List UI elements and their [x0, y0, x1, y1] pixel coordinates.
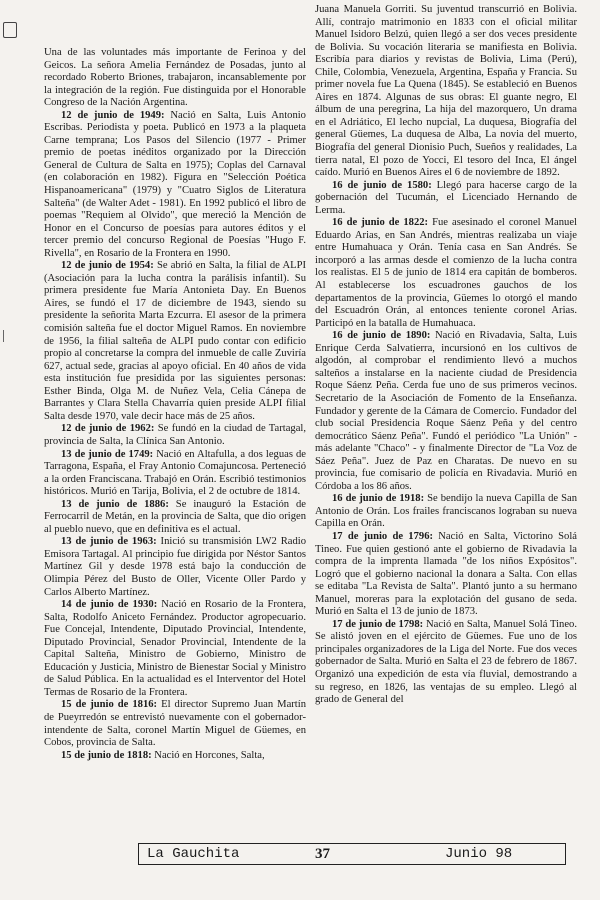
footer-page-number: 37 — [315, 846, 330, 862]
entry-text: Una de las voluntades más importante de Ferinoa y del Geicos. La señora Amelia Fernández de Posadas, junto al recordado Roberto Briones, trabajaron, incansablemente por la integración de la región. Fue distinguida por el Honorable Congreso de la Nación Argentina. — [44, 47, 306, 109]
entry-text: El director Supremo Juan Martín de Pueyrredón se entrevistó nuevamente con el gobernador-intendente de Salta, coronel Martín Miguel de Güemes, en Cobos, provincia de Salta. — [44, 699, 306, 749]
entry-text: Nació en Salta, Victorino Solá Tineo. Fue quien gestionó ante el gobierno de Rivadavia la compra de la imprenta llamada "de los niños Expósitos". Logró que el gobierno nacional la donara a Salta. Con ellas se editaba "La Revista de Salta". Plantó junto a su hermano Manuel, moreras para la explotación del gusano de seda. Murió en Salta el 13 de junio de 1873. — [315, 530, 577, 618]
almanac-entry — [44, 449, 306, 499]
entry-text: Nació en Rosario de la Frontera, Salta, Rodolfo Aniceto Fernández. Productor agropecuario. Fue Concejal, Intendente, Diputado Provincial, Intendente, Diputado Provincial, Senador Provincial, Intendente de la Capital Salteña, Ministro de Gobierno, Ministro de Educación y Justicia, Ministro de Bienestar Social y Ministro de Salud Pública. En la actualidad es el Interventor del Hotel Termas de Rosario de la Frontera. — [44, 599, 306, 698]
right-column — [315, 4, 577, 707]
almanac-entry — [315, 180, 577, 218]
entry-date: 12 de junio de 1954: — [61, 260, 154, 272]
entry-text: Juana Manuela Gorriti. Su juventud transcurrió en Bolivia. Allí, contrajo matrimonio en 1833 con el oficial militar Manuel Isidoro Belzú, quien llegó a ser dos veces presidente de Bolivia. Su vocación literaria se manifiesta en Bolivia. Escribía para diarios y revistas de Bolivia, Lima (Perú), Chile, Colombia, Venezuela, Argentina, España y Francia. Su primer novela fue La Quena (1845). Se estableció en Buenos Aires en 1874. Algunas de sus obras: El guante negro, El álbum de una peregrina, La hija del mazorquero, Un drama en el Adriático, El lecho nupcial, La duquesa, Biografía del general Güemes, La duquesa de Alba, La novia del muerto, Biografía del general Dionisio Puch, Sueños y realidades, La tierra natal, El pozo de Yocci, El tesoro del Inca, El ángel caído. Murió en Buenos Aires el 6 de noviembre de 1892. — [315, 4, 577, 179]
entry-text: Se bendijo la nueva Capilla de San Antonio de Orán. Los frailes franciscanos lograban su nueva Capilla en Orán. — [315, 493, 577, 530]
page-footer — [138, 843, 566, 865]
almanac-entry — [44, 499, 306, 537]
entry-date: 12 de junio de 1962: — [61, 423, 155, 435]
entry-date: 12 de junio de 1949: — [61, 109, 165, 121]
entry-date: 17 de junio de 1796: — [332, 530, 434, 542]
almanac-entry — [44, 599, 306, 699]
almanac-entry — [315, 4, 577, 180]
almanac-entry — [315, 217, 577, 330]
entry-text: Nació en Salta, Manuel Solá Tineo. Se alistó joven en el ejército de Güemes. Fue uno de los principales organizadores de la Liga del Norte. Fue dos veces gobernador de Salta. Murió en Salta el 23 de febrero de 1867. Organizó una expedición de esta vía fluvial, demostrando a su regreso, en 1826, las ventajas de su empleo. Llegó al grado de General del — [315, 618, 577, 706]
entry-text: Se inauguró la Estación de Ferrocarril de Metán, en la provincia de Salta, que dio origen al pueblo nuevo, que en definitiva es el actual. — [44, 498, 306, 535]
entry-date: 16 de junio de 1822: — [332, 217, 429, 229]
almanac-entry — [315, 531, 577, 619]
entry-text: Nació en Rivadavia, Salta, Luis Enrique Cerda Salvatierra, incursionó en los cultivos de algodón, al comprobar el rendimiento llevó a muchos salteños a instalarse en la naciente ciudad de Presidencia Roque Sáenz Peña. Cerda fue uno de sus primeros vecinos. Secretario de la Asociación de Fomento de la Enseñanza. Fundador y gerente de la Cámara de Comercio. Fundador del club social Presidencia Roque Sáenz Peña y del centro democrático Sáenz Peña". Fundó el periódico "La Unión" - más adelante "Chaco" - y finalmente Director de "La Voz de Sáez Peña". Juez de Paz en Charatas. De nuevo en su provincia, fue comisario de policía en Rivadavia. Murió en Córdoba a los 86 años. — [315, 330, 577, 492]
almanac-entry — [315, 619, 577, 707]
entry-text: Llegó para hacerse cargo de la gobernación del Tucumán, el Licenciado Hernando de Lerma. — [315, 179, 577, 216]
footer-issue-date: Junio 98 — [445, 846, 513, 862]
almanac-entry — [44, 750, 306, 763]
almanac-entry — [44, 536, 306, 599]
entry-date: 13 de junio de 1963: — [61, 536, 157, 548]
entry-date: 13 de junio de 1886: — [61, 498, 169, 510]
left-column — [44, 47, 306, 762]
binding-hole-mark — [3, 22, 17, 38]
entry-text: Nació en Salta, Luis Antonio Escribas. Periodista y poeta. Publicó en 1973 a la plaqueta Carne temprana; Los Pasos del Silencio (1977 - Primer premio de poetas inéditos organizado por la Dirección General de Cultura de Salta en 1975); Coplas del Carnaval (en colaboración en 1982). Figura en "Selección Poética Hispanoamericana" (1979) y "Cuatro Siglos de Literatura Salteña" (de Walter Adet - 1981). En 1992 publicó el libro de poemas "Requiem al Olvido", que mereció la Mención de Honor en el Concurso de poesías para autores éditos y el tercer premio del concurso Regional de Poesías "Hugo F. Rivella", en Rosario de la Frontera en 1990. — [44, 109, 306, 259]
entry-text: Inició su transmisión LW2 Radio Emisora Tartagal. Al principio fue dirigida por Néstor Santos Martínez Gil y desde 1978 está bajo la conducción de Olimpia Pérez del Busto de Oller, Vicente Oller Pardo y Carlos Alberto Martínez. — [44, 536, 306, 598]
almanac-entry — [315, 493, 577, 531]
almanac-entry — [44, 423, 306, 448]
entry-date: 13 de junio de 1749: — [61, 448, 154, 460]
entry-date: 16 de junio de 1890: — [332, 330, 431, 342]
entry-date: 16 de junio de 1918: — [332, 493, 425, 505]
almanac-entry — [44, 260, 306, 423]
footer-publication-name: La Gauchita — [147, 846, 240, 862]
almanac-entry — [44, 47, 306, 110]
almanac-entry — [44, 110, 306, 261]
entry-date: 17 de junio de 1798: — [332, 618, 424, 630]
entry-date: 15 de junio de 1818: — [61, 749, 152, 761]
entry-text: Fue asesinado el coronel Manuel Eduardo Arias, en San Andrés, mientras realizaba un viaje entre Humahuaca y Orán. Tenía casa en San Andrés. Se incorporó a las armas desde el comienzo de la lucha contra los realistas. El 5 de junio de 1814 era capitán de bomberos. Al establecerse los escuadrones gauchos de los departamentos de la provincia, Güemes lo otorgó el mando del Escuadrón Orán, al entonces teniente coronel Arias. Participó en la batalla de Humahuaca. — [315, 217, 577, 329]
entry-date: 14 de junio de 1930: — [61, 599, 158, 611]
entry-text: Nació en Horcones, Salta, — [151, 749, 265, 761]
margin-mark — [3, 330, 14, 342]
entry-text: Se fundó en la ciudad de Tartagal, provincia de Salta, la Clínica San Antonio. — [44, 423, 306, 447]
entry-text: Se abrió en Salta, la filial de ALPI (Asociación para la lucha contra la parálisis infantil). Su primera presidente fue María Antonieta Day. En Buenos Aires, se fundó el 17 de diciembre de 1943, siendo su presidente la señorita Marta Ezcurra. El asesor de la primera comisión salteña fue el doctor Miguel Ramos. En noviembre de 1956, la filial salteña de ALPI pudo contar con edificio propio al concretarse la compra del inmueble de calle Zuviría 627, actual sede, gracias al apoyo oficial. En 40 años de vida esta institución fue presidida por las siguientes personas: Esther Binda, Olga M. de Nuñez Vela, Celia Cánepa de Barrantes y Clara Stella Chavarría quien preside ALPI filial Salta desde 1970, vale decir hace más de 25 años. — [44, 260, 306, 422]
almanac-entry — [44, 699, 306, 749]
entry-date: 15 de junio de 1816: — [61, 699, 158, 711]
entry-date: 16 de junio de 1580: — [332, 179, 432, 191]
almanac-entry — [315, 330, 577, 493]
entry-text: Nació en Altafulla, a dos leguas de Tarragona, España, el Fray Antonio Comajuncosa. Perteneció a la orden Franciscana. Trabajó en Orán. Escribió testimonios históricos. Murió en Tarija, Bolivia, el 2 de octubre de 1814. — [44, 448, 306, 498]
